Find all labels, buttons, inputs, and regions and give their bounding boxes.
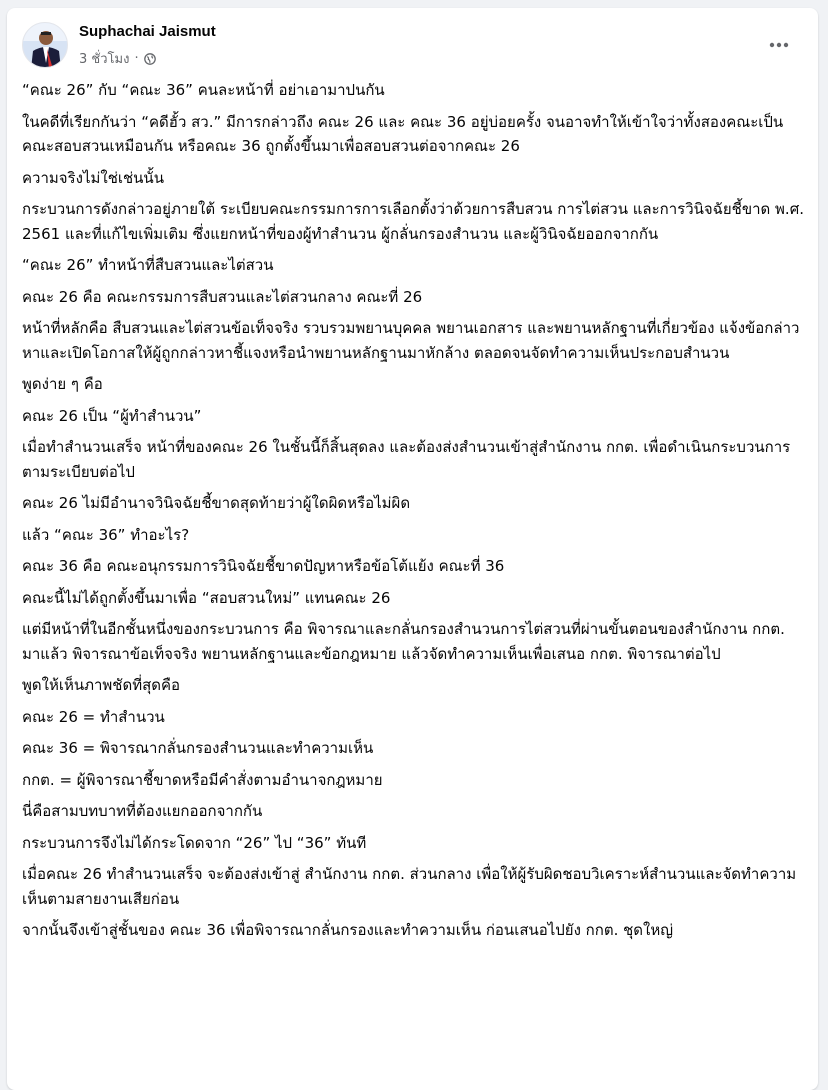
post-paragraph: หน้าที่หลักคือ สืบสวนและไต่สวนข้อเท็จจริง รวบรวมพยานบุคคล พยานเอกสาร และพยานหลักฐานที่เกี่ยวข้อง แจ้งข้อกล่าวหาและเปิดโอกาสให้ผู้ถูกกล่าวหาชี้แจงหรือนำพยานหลักฐานมาหักล้าง ตลอดจนจัดทำความเห็นประกอบสำนวน	[22, 319, 800, 362]
post-paragraph: เมื่อทำสำนวนเสร็จ หน้าที่ของคณะ 26 ในชั้นนี้ก็สิ้นสุดลง และต้องส่งสำนวนเข้าสู่สำนักงาน กกต. เพื่อดำเนินกระบวนการตามระเบียบต่อไป	[22, 438, 791, 481]
post-paragraph: เมื่อคณะ 26 ทำสำนวนเสร็จ จะต้องส่งเข้าสู่ สำนักงาน กกต. ส่วนกลาง เพื่อให้ผู้รับผิดชอบวิเคราะห์สำนวนและจัดทำความเห็นตามสายงานเสียก่อน	[22, 865, 797, 908]
post-paragraph: แล้ว “คณะ 36” ทำอะไร?	[22, 525, 190, 544]
post-paragraph: พูดให้เห็นภาพชัดที่สุดคือ	[22, 676, 181, 694]
post-timestamp[interactable]: 3 ชั่วโมง	[79, 52, 130, 67]
post-paragraph: พูดง่าย ๆ คือ	[22, 375, 103, 393]
post-paragraph: ความจริงไม่ใช่เช่นนั้น	[22, 168, 164, 187]
globe-icon[interactable]	[144, 53, 156, 65]
post-paragraph: คณะ 36 = พิจารณากลั่นกรองสำนวนและทำความเห็น	[22, 739, 374, 757]
post-paragraph: กระบวนการจึงไม่ได้กระโดดจาก “26” ไป “36” ทันที	[22, 833, 367, 852]
more-horizontal-icon	[769, 42, 789, 48]
post-paragraph: กกต. = ผู้พิจารณาชี้ขาดหรือมีคำสั่งตามอำนาจกฎหมาย	[22, 770, 383, 789]
post-paragraph: “คณะ 26” ทำหน้าที่สืบสวนและไต่สวน	[22, 256, 274, 274]
post-meta	[79, 48, 156, 69]
post-paragraph: คณะ 26 = ทำสำนวน	[22, 707, 165, 726]
avatar-portrait-icon	[23, 23, 68, 68]
author-name[interactable]: Suphachai Jaismut	[79, 23, 216, 40]
post-paragraph: จากนั้นจึงเข้าสู่ชั้นของ คณะ 36 เพื่อพิจารณากลั่นกรองและทำความเห็น ก่อนเสนอไปยัง กกต. ชุดใหญ่	[22, 921, 674, 939]
post-paragraph: คณะ 26 คือ คณะกรรมการสืบสวนและไต่สวนกลาง คณะที่ 26	[22, 287, 423, 306]
post-paragraph: กระบวนการดังกล่าวอยู่ภายใต้ ระเบียบคณะกรรมการการเลือกตั้งว่าด้วยการสืบสวน การไต่สวน และการวินิจฉัยชี้ขาด พ.ศ. 2561 และที่แก้ไขเพิ่มเติม ซึ่งแยกหน้าที่ของผู้ทำสำนวน ผู้กลั่นกรองสำนวน และผู้วินิจฉัยออกจากกัน	[22, 200, 804, 243]
post-paragraph: คณะนี้ไม่ได้ถูกตั้งขึ้นมาเพื่อ “สอบสวนใหม่” แทนคณะ 26	[22, 588, 391, 607]
more-options-button[interactable]	[761, 27, 797, 63]
post-paragraph: แต่มีหน้าที่ในอีกชั้นหนึ่งของกระบวนการ คือ พิจารณาและกลั่นกรองสำนวนการไต่สวนที่ผ่านขั้นตอนของสำนักงาน กกต. มาแล้ว พิจารณาข้อเท็จจริง พยานหลักฐานและข้อกฎหมาย แล้วจัดทำความเห็นเพื่อเสนอ กกต. พิจารณาต่อไป	[22, 620, 785, 663]
post-body	[22, 78, 804, 950]
post-paragraph: คณะ 26 เป็น “ผู้ทำสำนวน”	[22, 406, 202, 425]
post-paragraph: คณะ 36 คือ คณะอนุกรรมการวินิจฉัยชี้ขาดปัญหาหรือข้อโต้แย้ง คณะที่ 36	[22, 557, 505, 575]
post-header	[22, 22, 803, 68]
post-paragraph: “คณะ 26” กับ “คณะ 36” คนละหน้าที่ อย่าเอามาปนกัน	[22, 81, 385, 99]
post-paragraph: คณะ 26 ไม่มีอำนาจวินิจฉัยชี้ขาดสุดท้ายว่าผู้ใดผิดหรือไม่ผิด	[22, 494, 411, 512]
meta-separator: ·	[134, 51, 139, 66]
post-paragraph: ในคดีที่เรียกกันว่า “คดีฮั้ว สว.” มีการกล่าวถึง คณะ 26 และ คณะ 36 อยู่บ่อยครั้ง จนอาจทำให้เข้าใจว่าทั้งสองคณะเป็นคณะสอบสวนเหมือนกัน หรือคณะ 36 ถูกตั้งขึ้นมาเพื่อสอบสวนต่อจากคณะ 26	[22, 112, 784, 155]
post-paragraph: นี่คือสามบทบาทที่ต้องแยกออกจากกัน	[22, 802, 263, 820]
author-avatar[interactable]	[22, 22, 68, 68]
post-card	[7, 8, 818, 1090]
